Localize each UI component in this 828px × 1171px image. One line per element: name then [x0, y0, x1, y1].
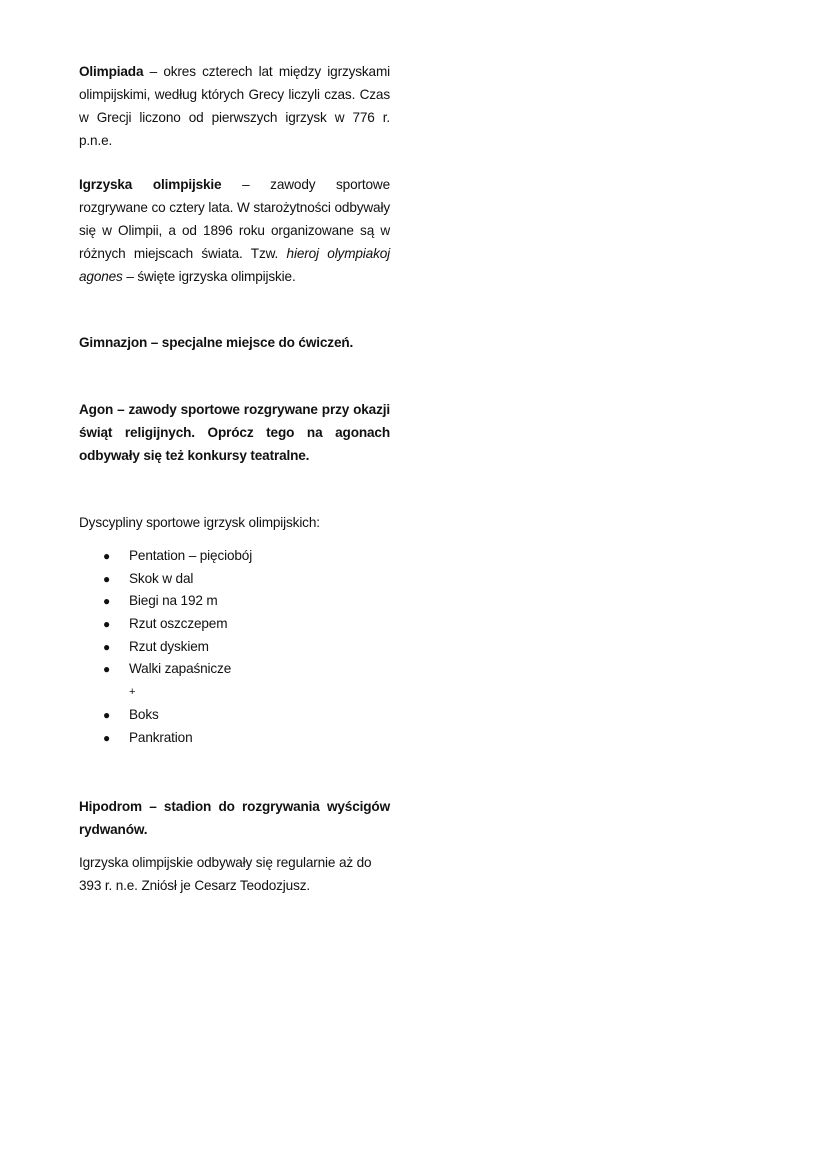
dyscypliny-list	[79, 545, 390, 749]
igrzyska-definition-end: – święte igrzyska olimpijskie.	[122, 269, 296, 284]
bullet-icon: ●	[103, 594, 111, 609]
list-item	[79, 568, 390, 591]
bullet-icon: ●	[103, 571, 111, 586]
bullet-icon: ●	[103, 617, 111, 632]
olimpiada-definition: – okres czterech lat między igrzyskami olimpijskimi, według których Grecy liczyli czas. Czas w Grecji liczono od pierwszych igrzysk w 776 r. p.n.e.	[79, 64, 390, 148]
igrzyska-greek-term: hieroj olympiakoj agones	[79, 246, 390, 284]
list-item-label: Biegi na 192 m	[129, 593, 218, 609]
plus-separator	[79, 681, 390, 704]
list-item	[79, 704, 390, 727]
list-item-label: Rzut oszczepem	[129, 616, 228, 632]
list-item-label: Pentation – pięciobój	[129, 548, 253, 563]
olimpiada-paragraph	[79, 60, 390, 152]
igrzyska-paragraph	[79, 173, 390, 288]
list-item-label: Skok w dal	[129, 570, 194, 586]
list-item	[79, 613, 390, 636]
bullet-icon: ●	[103, 707, 111, 722]
zakonczenie-paragraph: Igrzyska olimpijskie odbywały się regularnie aż do 393 r. n.e. Zniósł je Cesarz Teodozjusz.	[79, 855, 372, 893]
bullet-icon: ●	[103, 730, 111, 745]
bullet-icon: ●	[103, 639, 111, 654]
hipodrom-paragraph: Hipodrom – stadion do rozgrywania wyścigów rydwanów.	[79, 799, 390, 837]
list-item-label: Walki zapaśnicze	[129, 661, 232, 677]
list-item	[79, 590, 390, 613]
bullet-icon: ●	[103, 549, 111, 563]
list-item-label: Pankration	[129, 729, 193, 745]
list-item-label: Rzut dyskiem	[129, 638, 209, 654]
igrzyska-term: Igrzyska olimpijskie	[79, 177, 222, 192]
agon-paragraph: Agon – zawody sportowe rozgrywane przy okazji świąt religijnych. Oprócz tego na agonach odbywały się też konkursy teatralne.	[79, 402, 390, 463]
dyscypliny-heading: Dyscypliny sportowe igrzysk olimpijskich:	[79, 515, 320, 530]
list-item	[79, 636, 390, 659]
gimnazjon-paragraph: Gimnazjon – specjalne miejsce do ćwiczeń.	[79, 335, 354, 350]
plus-sign: +	[129, 686, 136, 699]
list-item	[79, 658, 390, 681]
bullet-icon: ●	[103, 662, 111, 677]
list-item-label: Boks	[129, 706, 159, 722]
olimpiada-term: Olimpiada	[79, 64, 144, 79]
list-item	[79, 545, 390, 568]
igrzyska-definition: – zawody sportowe rozgrywane co cztery lata. W starożytności odbywały się w Olimpii, a od 1896 roku organizowane są w różnych miejscach świata. Tzw.	[79, 177, 390, 261]
list-item	[79, 727, 390, 750]
